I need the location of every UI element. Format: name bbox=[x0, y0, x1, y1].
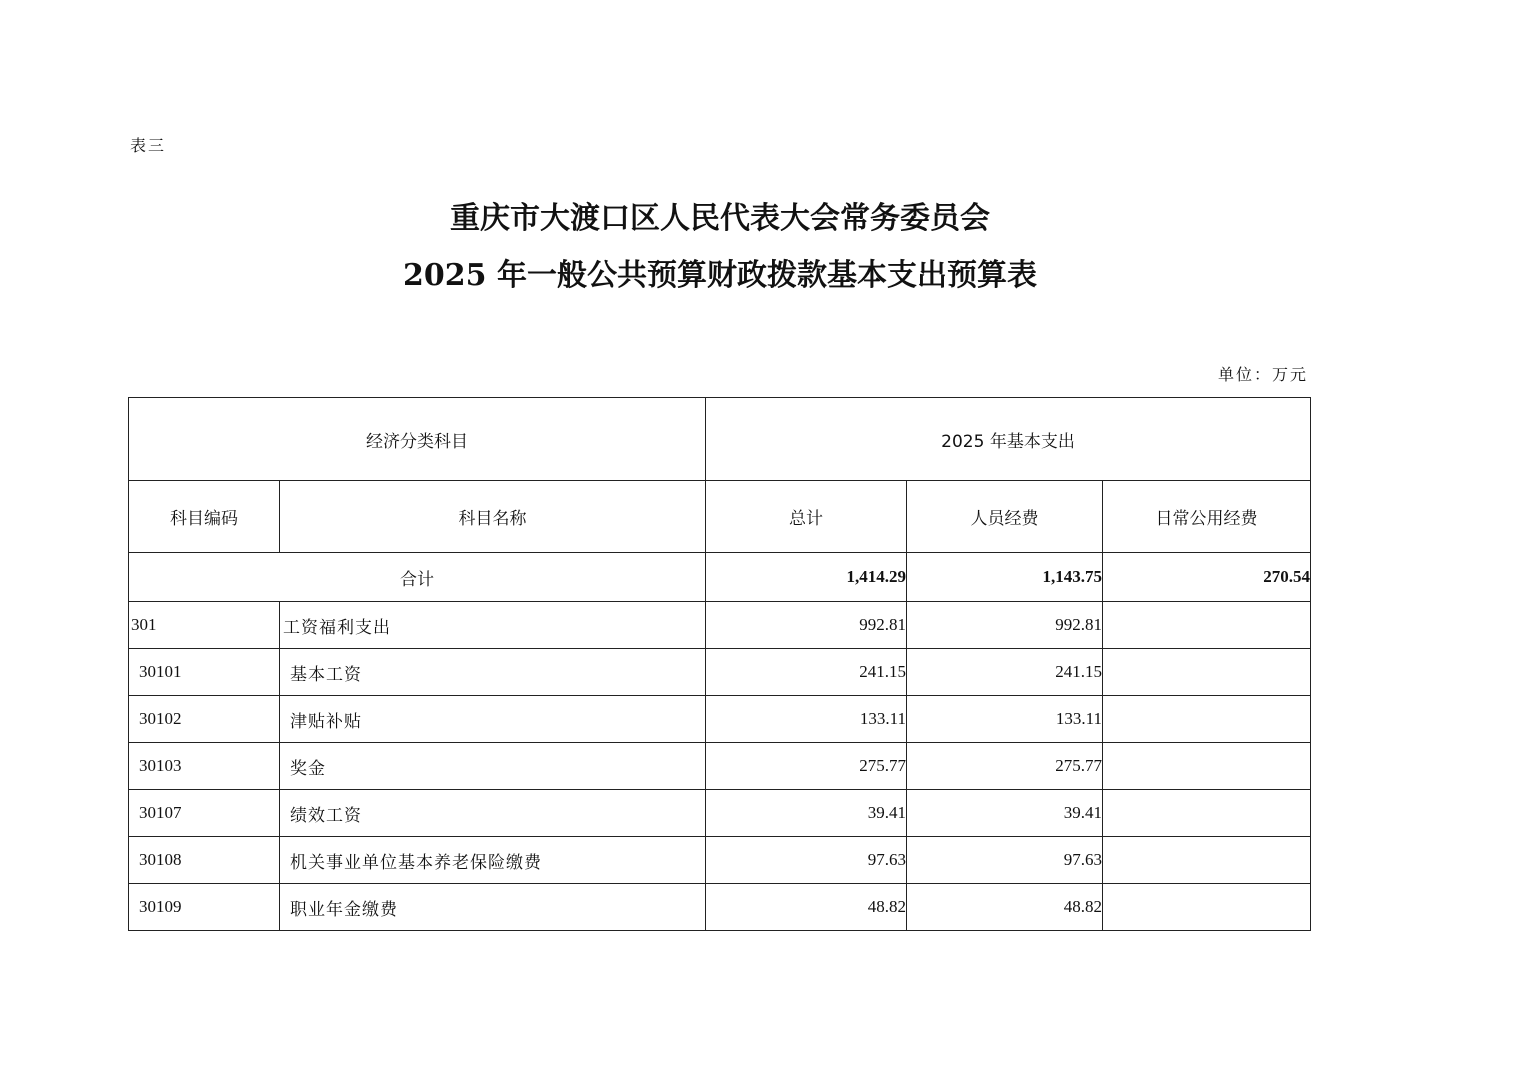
row-name: 基本工资 bbox=[280, 649, 706, 696]
row-code: 30101 bbox=[129, 649, 280, 696]
total-total: 1,414.29 bbox=[706, 553, 907, 602]
row-name: 津贴补贴 bbox=[280, 696, 706, 743]
table-row bbox=[129, 696, 1311, 743]
header-econ-class: 经济分类科目 bbox=[129, 398, 706, 481]
row-personnel: 241.15 bbox=[907, 649, 1103, 696]
header-personnel: 人员经费 bbox=[907, 481, 1103, 553]
row-daily-public bbox=[1103, 602, 1311, 649]
unit-label: 单位：万元 bbox=[1217, 365, 1308, 384]
row-daily-public bbox=[1103, 696, 1311, 743]
row-personnel: 275.77 bbox=[907, 743, 1103, 790]
row-personnel: 39.41 bbox=[907, 790, 1103, 837]
table-row bbox=[129, 743, 1311, 790]
budget-table bbox=[128, 397, 1311, 931]
header-basic-expense: 2025 年基本支出 bbox=[706, 398, 1311, 481]
row-daily-public bbox=[1103, 790, 1311, 837]
row-code: 30102 bbox=[129, 696, 280, 743]
row-personnel: 992.81 bbox=[907, 602, 1103, 649]
row-total: 48.82 bbox=[706, 884, 907, 931]
row-name: 绩效工资 bbox=[280, 790, 706, 837]
row-name: 职业年金缴费 bbox=[280, 884, 706, 931]
total-daily-public: 270.54 bbox=[1103, 553, 1311, 602]
page-title-line-1: 重庆市大渡口区人民代表大会常务委员会 bbox=[450, 201, 990, 236]
row-personnel: 133.11 bbox=[907, 696, 1103, 743]
page-title-line-2: 2025 年一般公共预算财政拨款基本支出预算表 bbox=[403, 258, 1037, 293]
header-name: 科目名称 bbox=[280, 481, 706, 553]
row-daily-public bbox=[1103, 837, 1311, 884]
budget-table-body bbox=[129, 398, 1311, 931]
table-row bbox=[129, 790, 1311, 837]
table-row bbox=[129, 602, 1311, 649]
header-total: 总计 bbox=[706, 481, 907, 553]
row-total: 97.63 bbox=[706, 837, 907, 884]
row-code: 30109 bbox=[129, 884, 280, 931]
total-row bbox=[129, 553, 1311, 602]
row-code: 301 bbox=[129, 602, 280, 649]
row-name: 奖金 bbox=[280, 743, 706, 790]
header-row-2 bbox=[129, 481, 1311, 553]
row-total: 275.77 bbox=[706, 743, 907, 790]
row-total: 133.11 bbox=[706, 696, 907, 743]
row-code: 30107 bbox=[129, 790, 280, 837]
row-daily-public bbox=[1103, 649, 1311, 696]
row-code: 30103 bbox=[129, 743, 280, 790]
row-name: 工资福利支出 bbox=[280, 602, 706, 649]
header-code: 科目编码 bbox=[129, 481, 280, 553]
table-number-label: 表三 bbox=[130, 136, 167, 155]
row-personnel: 48.82 bbox=[907, 884, 1103, 931]
row-total: 992.81 bbox=[706, 602, 907, 649]
row-daily-public bbox=[1103, 743, 1311, 790]
row-total: 241.15 bbox=[706, 649, 907, 696]
total-label: 合计 bbox=[129, 553, 706, 602]
header-daily-public: 日常公用经费 bbox=[1103, 481, 1311, 553]
header-row-1 bbox=[129, 398, 1311, 481]
table-row bbox=[129, 649, 1311, 696]
row-name: 机关事业单位基本养老保险缴费 bbox=[280, 837, 706, 884]
total-personnel: 1,143.75 bbox=[907, 553, 1103, 602]
row-personnel: 97.63 bbox=[907, 837, 1103, 884]
table-row bbox=[129, 884, 1311, 931]
row-total: 39.41 bbox=[706, 790, 907, 837]
table-row bbox=[129, 837, 1311, 884]
row-daily-public bbox=[1103, 884, 1311, 931]
row-code: 30108 bbox=[129, 837, 280, 884]
